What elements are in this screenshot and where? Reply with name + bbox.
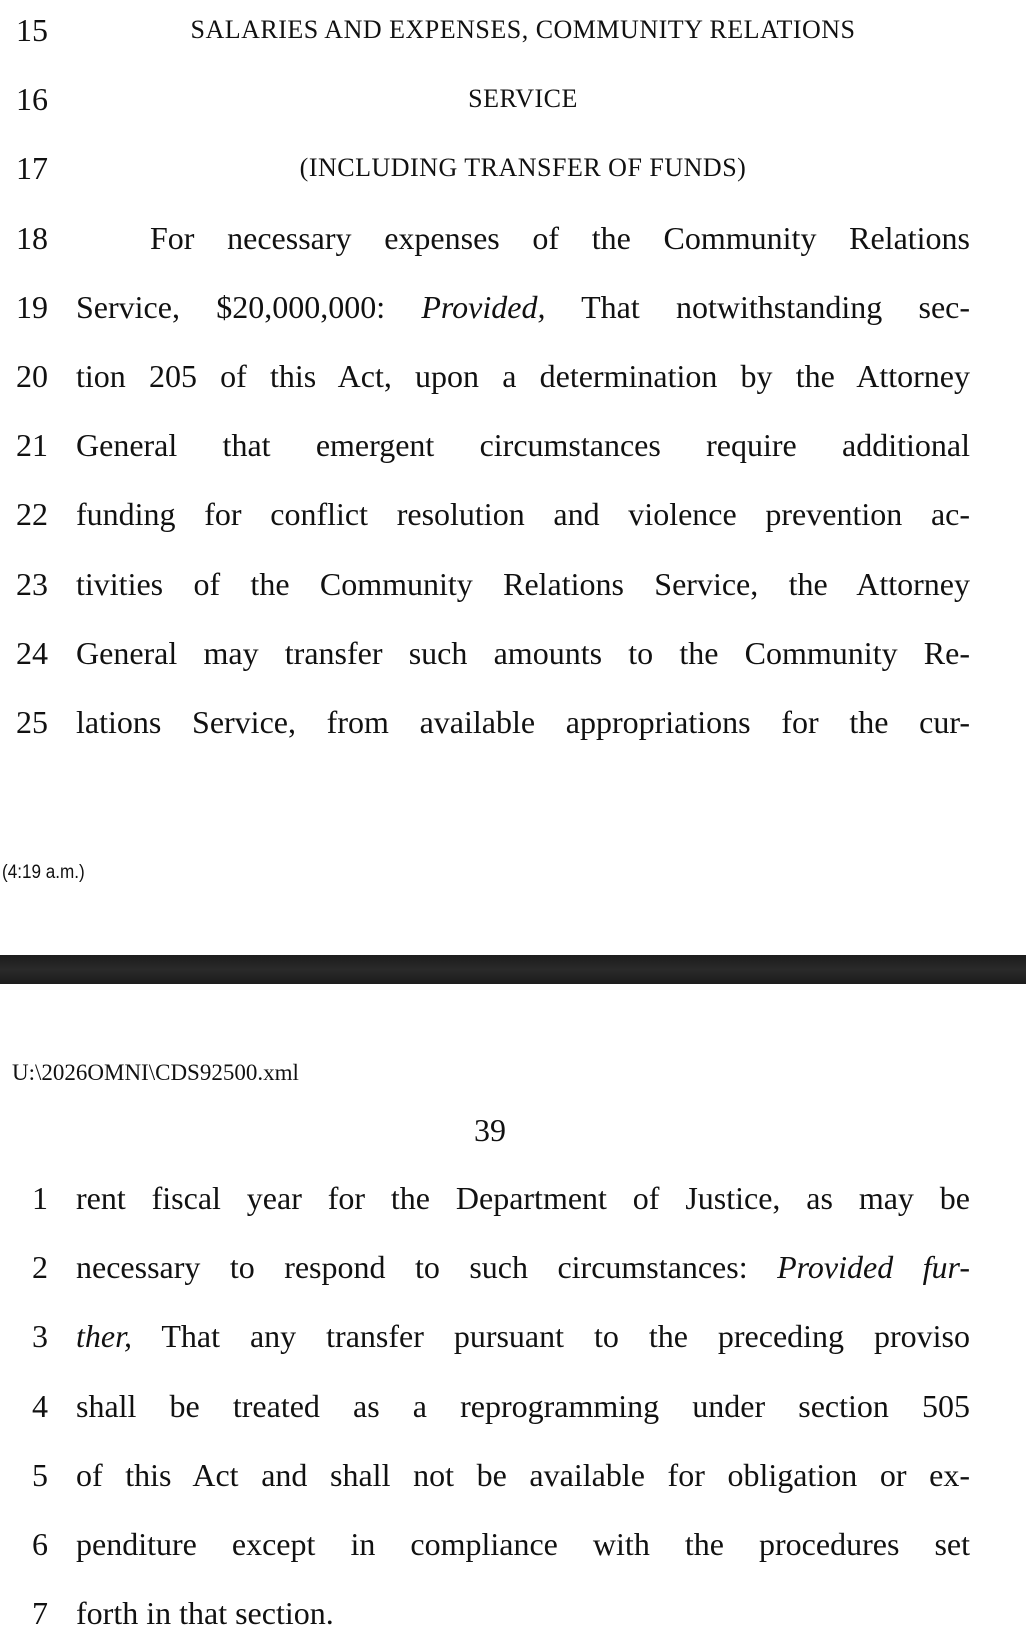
line-number: 4 — [32, 1387, 48, 1424]
line-text: rent fiscal year for the Department of Justice, as may be — [76, 1180, 970, 1216]
line-text: General that emergent circumstances require additional — [76, 427, 970, 464]
text-span: necessary to respond to such circumstances: — [76, 1249, 778, 1286]
line-number: 7 — [32, 1595, 48, 1632]
timestamp: (4:19 a.m.) — [2, 862, 85, 883]
line-number: 20 — [16, 358, 48, 394]
line-21 — [0, 420, 1026, 470]
line-22 — [0, 489, 1026, 539]
line-number: 15 — [16, 12, 48, 48]
line-24 — [0, 628, 1026, 678]
italic-text: ther, — [76, 1318, 132, 1355]
line-3 — [0, 1311, 1026, 1361]
line-number: 6 — [32, 1526, 48, 1562]
line-1 — [0, 1173, 1026, 1223]
text-span: That any transfer pursuant to the preceding proviso — [132, 1318, 970, 1355]
section-heading: SERVICE — [468, 84, 578, 114]
italic-text: Provided fur- — [777, 1249, 971, 1286]
line-text: shall be treated as a reprogramming under section 505 — [76, 1387, 970, 1424]
section-heading: SALARIES AND EXPENSES, COMMUNITY RELATIONS — [190, 15, 856, 44]
line-text: funding for conflict resolution and violence prevention ac- — [76, 496, 970, 533]
line-text: forth in that section. — [76, 1595, 334, 1632]
italic-text: Provided, — [421, 288, 546, 325]
line-17 — [0, 143, 1026, 193]
line-15 — [0, 5, 1026, 55]
line-23 — [0, 559, 1026, 609]
line-number: 23 — [16, 565, 48, 602]
section-heading: (INCLUDING TRANSFER OF FUNDS) — [299, 153, 747, 183]
line-19 — [0, 282, 1026, 332]
line-number: 3 — [32, 1318, 48, 1355]
line-number: 19 — [16, 288, 48, 325]
line-text — [76, 1242, 970, 1292]
line-text: tion 205 of this Act, upon a determination by the Attorney — [76, 358, 970, 394]
line-number: 21 — [16, 427, 48, 464]
line-16 — [0, 74, 1026, 124]
line-number: 17 — [16, 150, 48, 187]
line-number: 22 — [16, 496, 48, 533]
line-number: 24 — [16, 634, 48, 671]
text-span: That notwithstanding sec- — [545, 288, 970, 325]
line-20 — [0, 351, 1026, 401]
line-text: of this Act and shall not be available for obligation or ex- — [76, 1456, 970, 1493]
line-number: 25 — [16, 704, 48, 740]
line-number: 2 — [32, 1249, 48, 1286]
line-text: General may transfer such amounts to the Community Re- — [76, 634, 970, 671]
line-25 — [0, 697, 1026, 747]
line-number: 1 — [32, 1180, 48, 1216]
line-text: lations Service, from available appropriations for the cur- — [76, 704, 970, 740]
line-text — [76, 1311, 970, 1361]
line-18 — [0, 213, 1026, 263]
page-number: 39 — [474, 1112, 506, 1148]
line-text: For necessary expenses of the Community Relations — [150, 219, 970, 256]
text-span: Service, $20,000,000: — [76, 288, 422, 325]
file-path: U:\2026OMNI\CDS92500.xml — [12, 1060, 299, 1085]
line-number: 5 — [32, 1456, 48, 1493]
line-6 — [0, 1519, 1026, 1569]
line-text — [76, 282, 970, 332]
line-number: 16 — [16, 81, 48, 118]
line-4 — [0, 1381, 1026, 1431]
line-text: tivities of the Community Relations Service, the Attorney — [76, 565, 970, 602]
line-5 — [0, 1450, 1026, 1500]
line-7 — [0, 1588, 1026, 1638]
line-2 — [0, 1242, 1026, 1292]
line-text: penditure except in compliance with the procedures set — [76, 1526, 970, 1562]
page-separator — [0, 955, 1026, 984]
line-number: 18 — [16, 219, 48, 256]
